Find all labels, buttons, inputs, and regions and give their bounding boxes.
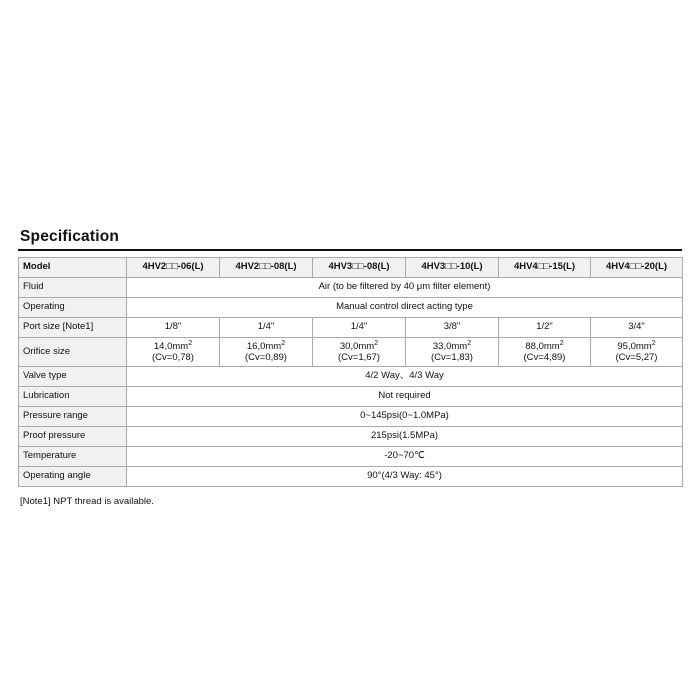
orifice-cv-3: (Cv=1,67) <box>338 352 380 364</box>
orifice-sup-4: 2 <box>467 340 472 347</box>
orifice-size-2 <box>220 338 313 367</box>
table-row <box>19 298 683 318</box>
row-value-operating-angle: 90°(4/3 Way: 45°) <box>127 467 683 487</box>
orifice-value-3: 30,0mm <box>339 341 375 353</box>
row-label-port-size: Port size [Note1] <box>19 318 127 338</box>
footnote: [Note1] NPT thread is available. <box>20 496 154 507</box>
orifice-size-5 <box>499 338 591 367</box>
row-label-proof-pressure: Proof pressure <box>19 427 127 447</box>
row-label-fluid: Fluid <box>19 278 127 298</box>
orifice-size-6 <box>591 338 683 367</box>
row-label-pressure-range: Pressure range <box>19 407 127 427</box>
row-value-proof-pressure: 215psi(1.5MPa) <box>127 427 683 447</box>
orifice-value-2: 16,0mm <box>246 341 282 353</box>
orifice-cv-5: (Cv=4,89) <box>523 352 566 364</box>
row-label-temperature: Temperature <box>19 447 127 467</box>
title-underline <box>18 249 682 251</box>
row-label-operating: Operating <box>19 298 127 318</box>
table-row <box>19 367 683 387</box>
row-label-valve-type: Valve type <box>19 367 127 387</box>
table-row <box>19 467 683 487</box>
orifice-size-3 <box>313 338 406 367</box>
row-label-lubrication: Lubrication <box>19 387 127 407</box>
port-size-3: 1/4" <box>313 318 406 338</box>
row-label-operating-angle: Operating angle <box>19 467 127 487</box>
table-row <box>19 447 683 467</box>
model-header-1: 4HV2□□-06(L) <box>127 258 220 278</box>
orifice-sup-3: 2 <box>374 340 379 347</box>
orifice-cv-6: (Cv=5,27) <box>615 352 658 364</box>
orifice-value-4: 33,0mm <box>432 341 468 353</box>
orifice-size-4 <box>406 338 499 367</box>
specification-section <box>18 228 682 507</box>
port-size-2: 1/4" <box>220 318 313 338</box>
table-header-row <box>19 258 683 278</box>
orifice-sup-5: 2 <box>559 340 564 347</box>
orifice-size-1 <box>127 338 220 367</box>
model-label: Model <box>19 258 127 278</box>
model-header-4: 4HV3□□-10(L) <box>406 258 499 278</box>
model-header-6: 4HV4□□-20(L) <box>591 258 683 278</box>
row-value-lubrication: Not required <box>127 387 683 407</box>
table-row <box>19 427 683 447</box>
model-header-2: 4HV2□□-08(L) <box>220 258 313 278</box>
table-row <box>19 338 683 367</box>
page-title: Specification <box>20 228 120 245</box>
port-size-1: 1/8" <box>127 318 220 338</box>
orifice-sup-6: 2 <box>651 340 656 347</box>
orifice-value-6: 95,0mm <box>617 341 652 353</box>
orifice-sup-1: 2 <box>188 340 193 347</box>
row-value-operating: Manual control direct acting type <box>127 298 683 318</box>
row-value-pressure-range: 0~145psi(0~1.0MPa) <box>127 407 683 427</box>
orifice-value-1: 14,0mm <box>153 341 189 353</box>
table-row <box>19 387 683 407</box>
orifice-sup-2: 2 <box>281 340 286 347</box>
row-value-valve-type: 4/2 Way、4/3 Way <box>127 367 683 387</box>
specification-table <box>18 257 683 487</box>
row-label-orifice-size: Orifice size <box>19 338 127 367</box>
model-header-3: 4HV3□□-08(L) <box>313 258 406 278</box>
model-header-5: 4HV4□□-15(L) <box>499 258 591 278</box>
orifice-cv-2: (Cv=0,89) <box>245 352 287 364</box>
orifice-value-5: 88,0mm <box>525 341 560 353</box>
port-size-5: 1/2" <box>499 318 591 338</box>
table-row <box>19 407 683 427</box>
row-value-temperature: -20~70℃ <box>127 447 683 467</box>
port-size-6: 3/4" <box>591 318 683 338</box>
table-row <box>19 318 683 338</box>
table-row <box>19 278 683 298</box>
row-value-fluid: Air (to be filtered by 40 μm filter element) <box>127 278 683 298</box>
port-size-4: 3/8" <box>406 318 499 338</box>
orifice-cv-1: (Cv=0,78) <box>152 352 194 364</box>
orifice-cv-4: (Cv=1,83) <box>431 352 473 364</box>
